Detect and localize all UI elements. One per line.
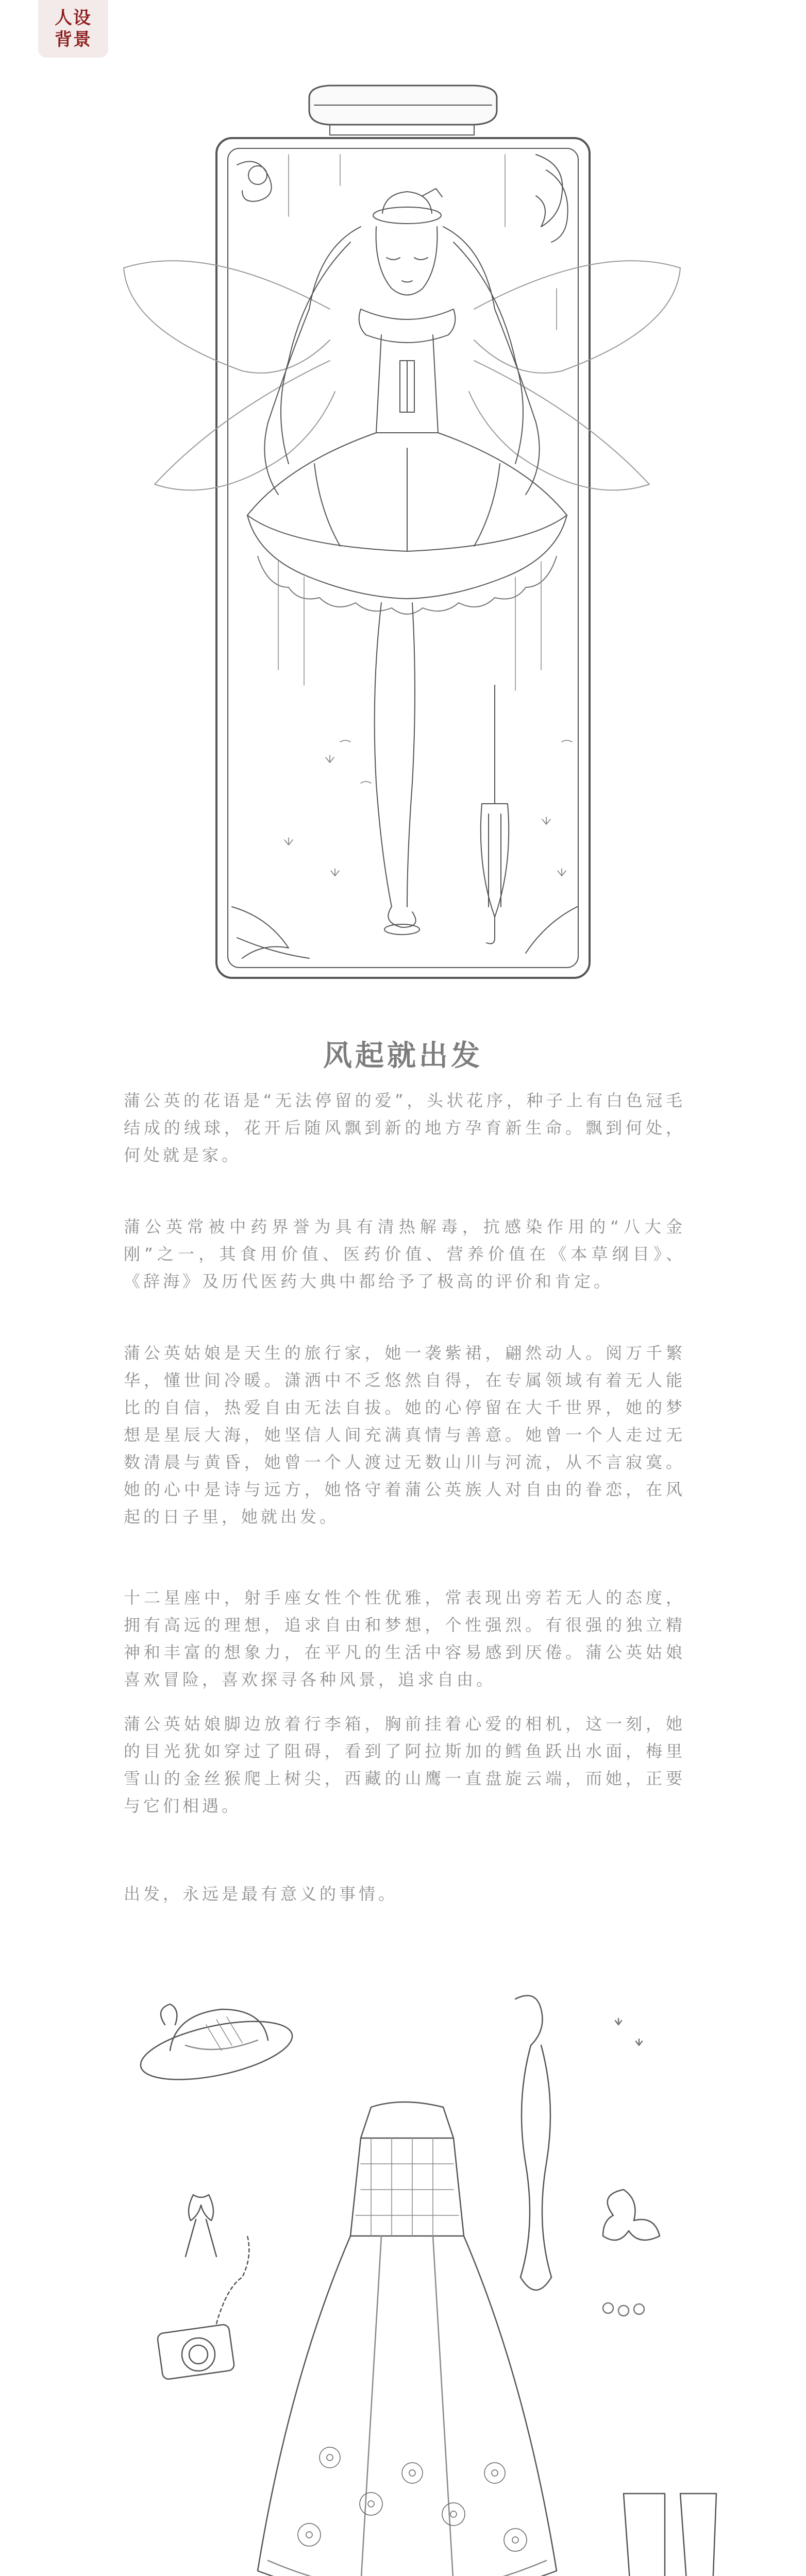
bottle-ornaments xyxy=(232,155,577,958)
braid-sketch xyxy=(515,1995,551,2290)
accessory-sketch xyxy=(603,2019,644,2316)
paragraph-sagittarius: 十二星座中，射手座女性个性优雅，常表现出旁若无人的态度，拥有高远的理想，追求自由和梦想，个性强烈。有很强的独立精神和丰富的想象力，在平凡的生活中容易感到厌倦。蒲公英姑娘喜欢冒险，喜欢探寻各种风景，追求自由。 xyxy=(124,1588,685,1689)
fairy-legs xyxy=(375,603,419,935)
section-tag-line1: 人设 xyxy=(55,8,92,28)
right-boots-sketch xyxy=(624,2494,716,2576)
bottle-frame xyxy=(216,138,590,978)
fairy-hat xyxy=(373,189,442,224)
umbrella xyxy=(481,685,509,944)
hat-sketch xyxy=(136,2004,297,2091)
fairy-skirt xyxy=(247,433,567,614)
section-tag-line2: 背景 xyxy=(55,29,92,50)
bottle-lid xyxy=(309,86,497,135)
costume-breakdown-illustration xyxy=(0,1968,806,2576)
paragraph-closing: 出发，永远是最有意义的事情。 xyxy=(124,1884,398,1904)
character-illustration xyxy=(0,0,806,1010)
paragraph-journey: 蒲公英姑娘脚边放着行李箱，胸前挂着心爱的相机，这一刻，她的目光犹如穿过了阻碍，看到了阿拉斯加的鳕鱼跃出水面，梅里雪山的金丝猴爬上树尖，西藏的山鹰一直盘旋云端，而她，正要与它们相遇。 xyxy=(124,1714,685,1816)
paragraph-flower-language: 蒲公英的花语是“无法停留的爱”，头状花序，种子上有白色冠毛结成的绒球，花开后随风飘到新的地方孕育新生命。飘到何处，何处就是家。 xyxy=(124,1091,685,1165)
paragraph-traveler: 蒲公英姑娘是天生的旅行家，她一袭紫裙，翩然动人。阅万千繁华，懂世间冷暖。潇洒中不乏悠然自得，在专属领域有着无人能比的自信，热爱自由无法自拔。她的心停留在大千世界，她的梦想是星辰大海，她坚信人间充满真情与善意。她曾一个人走过无数清晨与黄昏，她曾一个人渡过无数山川与河流，从不言寂寞。她的心中是诗与远方，她恪守着蒲公英族人对自由的眷恋，在风起的日子里，她就出发。 xyxy=(124,1343,685,1527)
floating-seeds xyxy=(284,740,572,876)
fairy-wings xyxy=(124,261,680,490)
ribbon-sketch xyxy=(186,2195,216,2257)
fairy-torso xyxy=(359,309,456,433)
dress-flower-pattern xyxy=(298,2447,527,2551)
dress-sketch xyxy=(258,2102,557,2576)
bow-sketch xyxy=(603,2190,660,2240)
hanging-strings xyxy=(278,155,557,690)
fairy-face xyxy=(376,227,438,295)
camera-sketch xyxy=(157,2236,249,2380)
page-title: 风起就出发 xyxy=(323,1039,483,1073)
paragraph-medicinal-value: 蒲公英常被中药界誉为具有清热解毒，抗感染作用的“八大金刚”之一，其食用价值、医药价值、营养价值在《本草纲目》、《辞海》及历代医药大典中都给予了极高的评价和肯定。 xyxy=(124,1217,685,1291)
